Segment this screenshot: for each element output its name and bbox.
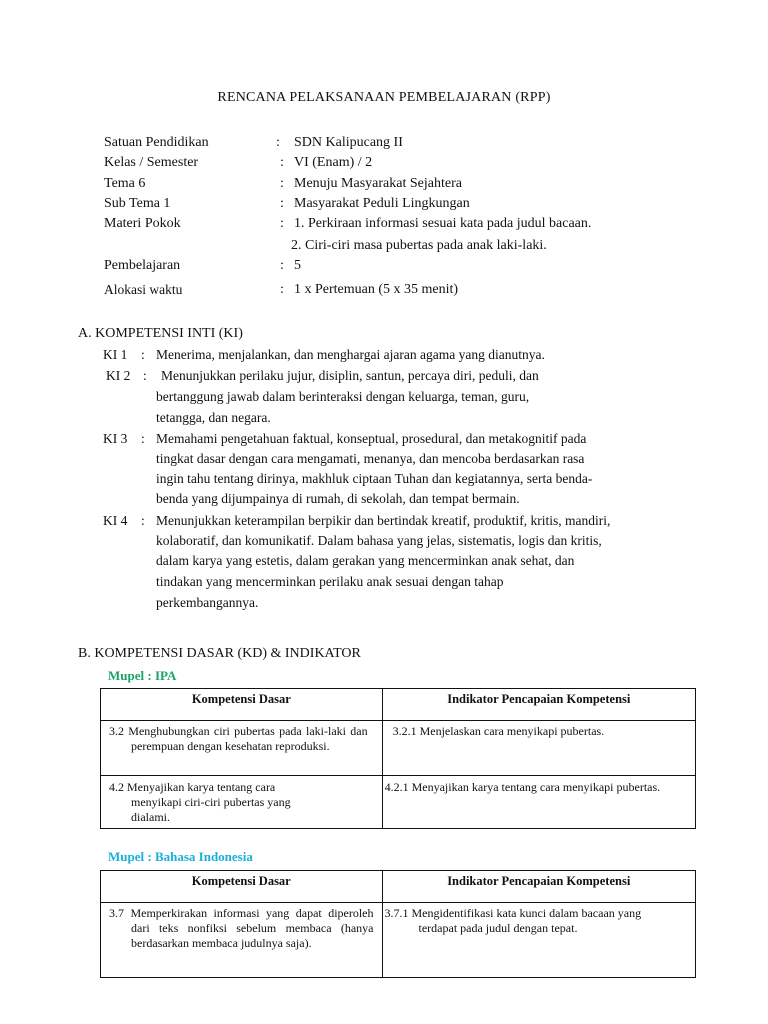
- column-header-kd: Kompetensi Dasar: [101, 689, 383, 721]
- indikator-cell: 3.7.1 Mengidentifikasi kata kunci dalam bacaan yang terdapat pada judul dengan tepat.: [384, 906, 642, 935]
- identity-value-line2: 2. Ciri-ciri masa pubertas pada anak laki-laki.: [291, 238, 547, 253]
- section-b-heading: B. KOMPETENSI DASAR (KD) & INDIKATOR: [78, 646, 361, 661]
- identity-colon: :: [280, 176, 284, 191]
- table-row: [101, 721, 696, 776]
- identity-colon: :: [276, 135, 280, 150]
- ki-text-line: tindakan yang mencerminkan perilaku anak sesuai dengan tahap: [156, 574, 504, 589]
- ki-label: KI 3: [103, 431, 128, 446]
- ki-colon: :: [141, 431, 145, 446]
- table-row: [101, 776, 696, 829]
- ki-label: KI 1: [103, 347, 128, 362]
- identity-value: Masyarakat Peduli Lingkungan: [294, 196, 470, 211]
- identity-value: SDN Kalipucang II: [294, 135, 403, 150]
- ki-text-line: kolaboratif, dan komunikatif. Dalam bahasa yang jelas, sistematis, logis dan kritis,: [156, 533, 602, 548]
- ki-text-line: ingin tahu tentang dirinya, makhluk ciptaan Tuhan dan kegiatannya, serta benda-: [156, 471, 593, 486]
- identity-label: Sub Tema 1: [104, 196, 171, 211]
- identity-colon: :: [280, 216, 284, 231]
- identity-colon: :: [280, 282, 284, 297]
- identity-colon: :: [280, 196, 284, 211]
- ki-text-line: bertanggung jawab dalam berinteraksi dengan keluarga, teman, guru,: [156, 389, 530, 404]
- column-header-indikator: Indikator Pencapaian Kompetensi: [382, 871, 695, 903]
- ki-text-line: Menerima, menjalankan, dan menghargai ajaran agama yang dianutnya.: [156, 347, 545, 362]
- identity-value: 5: [294, 258, 301, 273]
- mupel-ipa-label: Mupel : IPA: [108, 668, 177, 683]
- identity-label: Satuan Pendidikan: [104, 135, 209, 150]
- identity-value: 1. Perkiraan informasi sesuai kata pada judul bacaan.: [294, 216, 592, 231]
- indikator-cell: 3.2.1 Menjelaskan cara menyikapi pubertas.: [392, 724, 605, 738]
- kd-table-bindo: [100, 870, 696, 978]
- ki-text-line: Menunjukkan keterampilan berpikir dan bertindak kreatif, produktif, kritis, mandiri,: [156, 513, 611, 528]
- ki-text-line: Menunjukkan perilaku jujur, disiplin, santun, percaya diri, peduli, dan: [161, 368, 539, 383]
- ki-text-line: Memahami pengetahuan faktual, konseptual, prosedural, dan metakognitif pada: [156, 431, 587, 446]
- ki-text-line: benda yang dijumpainya di rumah, di sekolah, dan tempat bermain.: [156, 491, 520, 506]
- identity-value: 1 x Pertemuan (5 x 35 menit): [294, 282, 459, 297]
- ki-colon: :: [143, 368, 147, 383]
- ki-text-line: tetangga, dan negara.: [156, 410, 271, 425]
- table-row: [101, 903, 696, 978]
- page-title: RENCANA PELAKSANAAN PEMBELAJARAN (RPP): [217, 90, 551, 105]
- ki-colon: :: [141, 513, 145, 528]
- section-a-heading: A. KOMPETENSI INTI (KI): [78, 326, 243, 341]
- identity-label: Materi Pokok: [104, 216, 181, 231]
- column-header-indikator: Indikator Pencapaian Kompetensi: [382, 689, 695, 721]
- kd-cell: 4.2 Menyajikan karya tentang cara menyikapi ciri-ciri pubertas yang dialami.: [109, 780, 291, 824]
- kd-cell: 3.2 Menghubungkan ciri pubertas pada laki-laki dan perempuan dengan kesehatan reproduksi.: [109, 724, 368, 753]
- kd-cell: 3.7 Memperkirakan informasi yang dapat diperoleh dari teks nonfiksi sebelum membaca (hanya berdasarkan membaca judulnya saja).: [109, 906, 374, 950]
- ki-label: KI 4: [103, 513, 128, 528]
- identity-label: Kelas / Semester: [104, 155, 199, 170]
- identity-colon: :: [280, 155, 284, 170]
- identity-label: Pembelajaran: [104, 258, 181, 273]
- ki-text-line: tingkat dasar dengan cara mengamati, menanya, dan mencoba berdasarkan rasa: [156, 451, 585, 466]
- column-header-kd: Kompetensi Dasar: [101, 871, 383, 903]
- identity-label: Tema 6: [104, 176, 146, 191]
- ki-label: KI 2: [106, 368, 131, 383]
- kd-table-ipa: [100, 688, 696, 829]
- indikator-cell: 4.2.1 Menyajikan karya tentang cara menyikapi pubertas.: [384, 780, 661, 794]
- identity-colon: :: [280, 258, 284, 273]
- ki-colon: :: [141, 347, 145, 362]
- identity-label: Alokasi waktu: [104, 282, 183, 297]
- ki-text-line: perkembangannya.: [156, 595, 259, 610]
- identity-value: Menuju Masyarakat Sejahtera: [294, 176, 462, 191]
- mupel-bindo-label: Mupel : Bahasa Indonesia: [108, 849, 253, 864]
- identity-value: VI (Enam) / 2: [294, 155, 373, 170]
- ki-text-line: dalam karya yang estetis, dalam gerakan yang mencerminkan anak sehat, dan: [156, 553, 575, 568]
